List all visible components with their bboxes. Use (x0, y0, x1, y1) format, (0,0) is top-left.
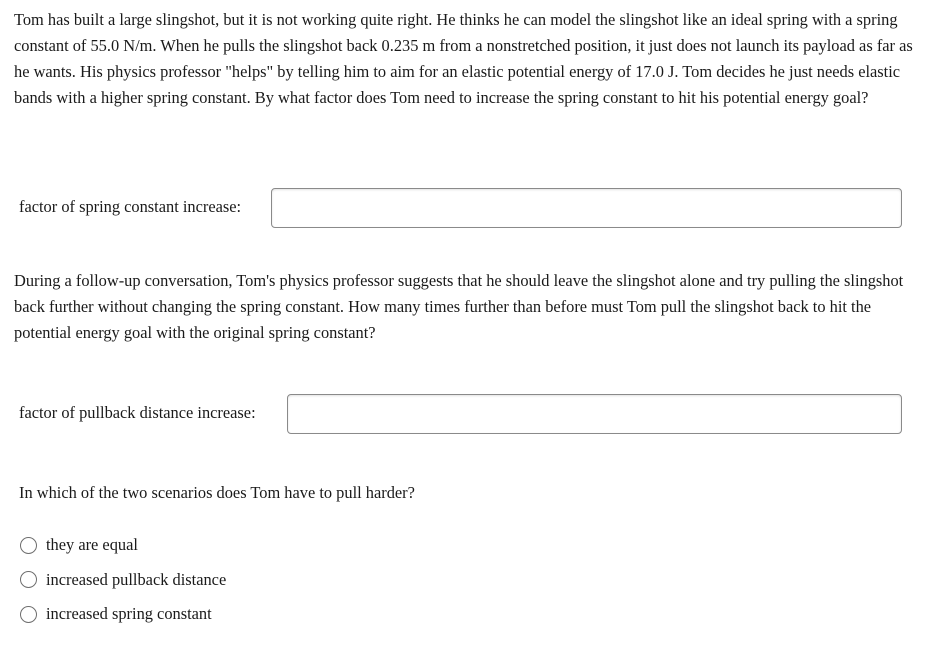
spring-constant-factor-label: factor of spring constant increase: (19, 197, 242, 216)
pullback-distance-factor-label: factor of pullback distance increase: (19, 403, 256, 422)
radio-option-spring-constant[interactable] (20, 597, 226, 632)
scenario-radio-group (20, 528, 226, 632)
spring-constant-factor-input[interactable] (271, 188, 902, 228)
radio-button[interactable] (20, 537, 37, 554)
radio-option-label[interactable]: increased spring constant (46, 604, 212, 624)
question-1-text: Tom has built a large slingshot, but it is not working quite right. He thinks he can model the slingshot like an ideal spring with a spring constant of 55.0 N/m. When he pulls the slingshot back 0.235 m from a nonstretched position, it just does not launch its payload as far as he wants. His physics professor "helps" by telling him to aim for an elastic potential energy of 17.0 J. Tom decides he just needs elastic bands with a higher spring constant. By what factor does Tom need to increase the spring constant to hit his potential energy goal? (14, 10, 913, 107)
question-3-text: In which of the two scenarios does Tom have to pull harder? (19, 483, 415, 502)
radio-option-pullback-distance[interactable] (20, 563, 226, 598)
question-2-text: During a follow-up conversation, Tom's physics professor suggests that he should leave the slingshot alone and try pulling the slingshot back further without changing the spring constant. How many times further than before must Tom pull the slingshot back to hit the potential energy goal with the original spring constant? (14, 271, 904, 342)
radio-button[interactable] (20, 571, 37, 588)
radio-option-equal[interactable] (20, 528, 226, 563)
radio-option-label[interactable]: increased pullback distance (46, 569, 227, 589)
radio-button[interactable] (20, 606, 37, 623)
radio-option-label[interactable]: they are equal (46, 535, 138, 555)
pullback-distance-factor-input[interactable] (287, 394, 902, 434)
